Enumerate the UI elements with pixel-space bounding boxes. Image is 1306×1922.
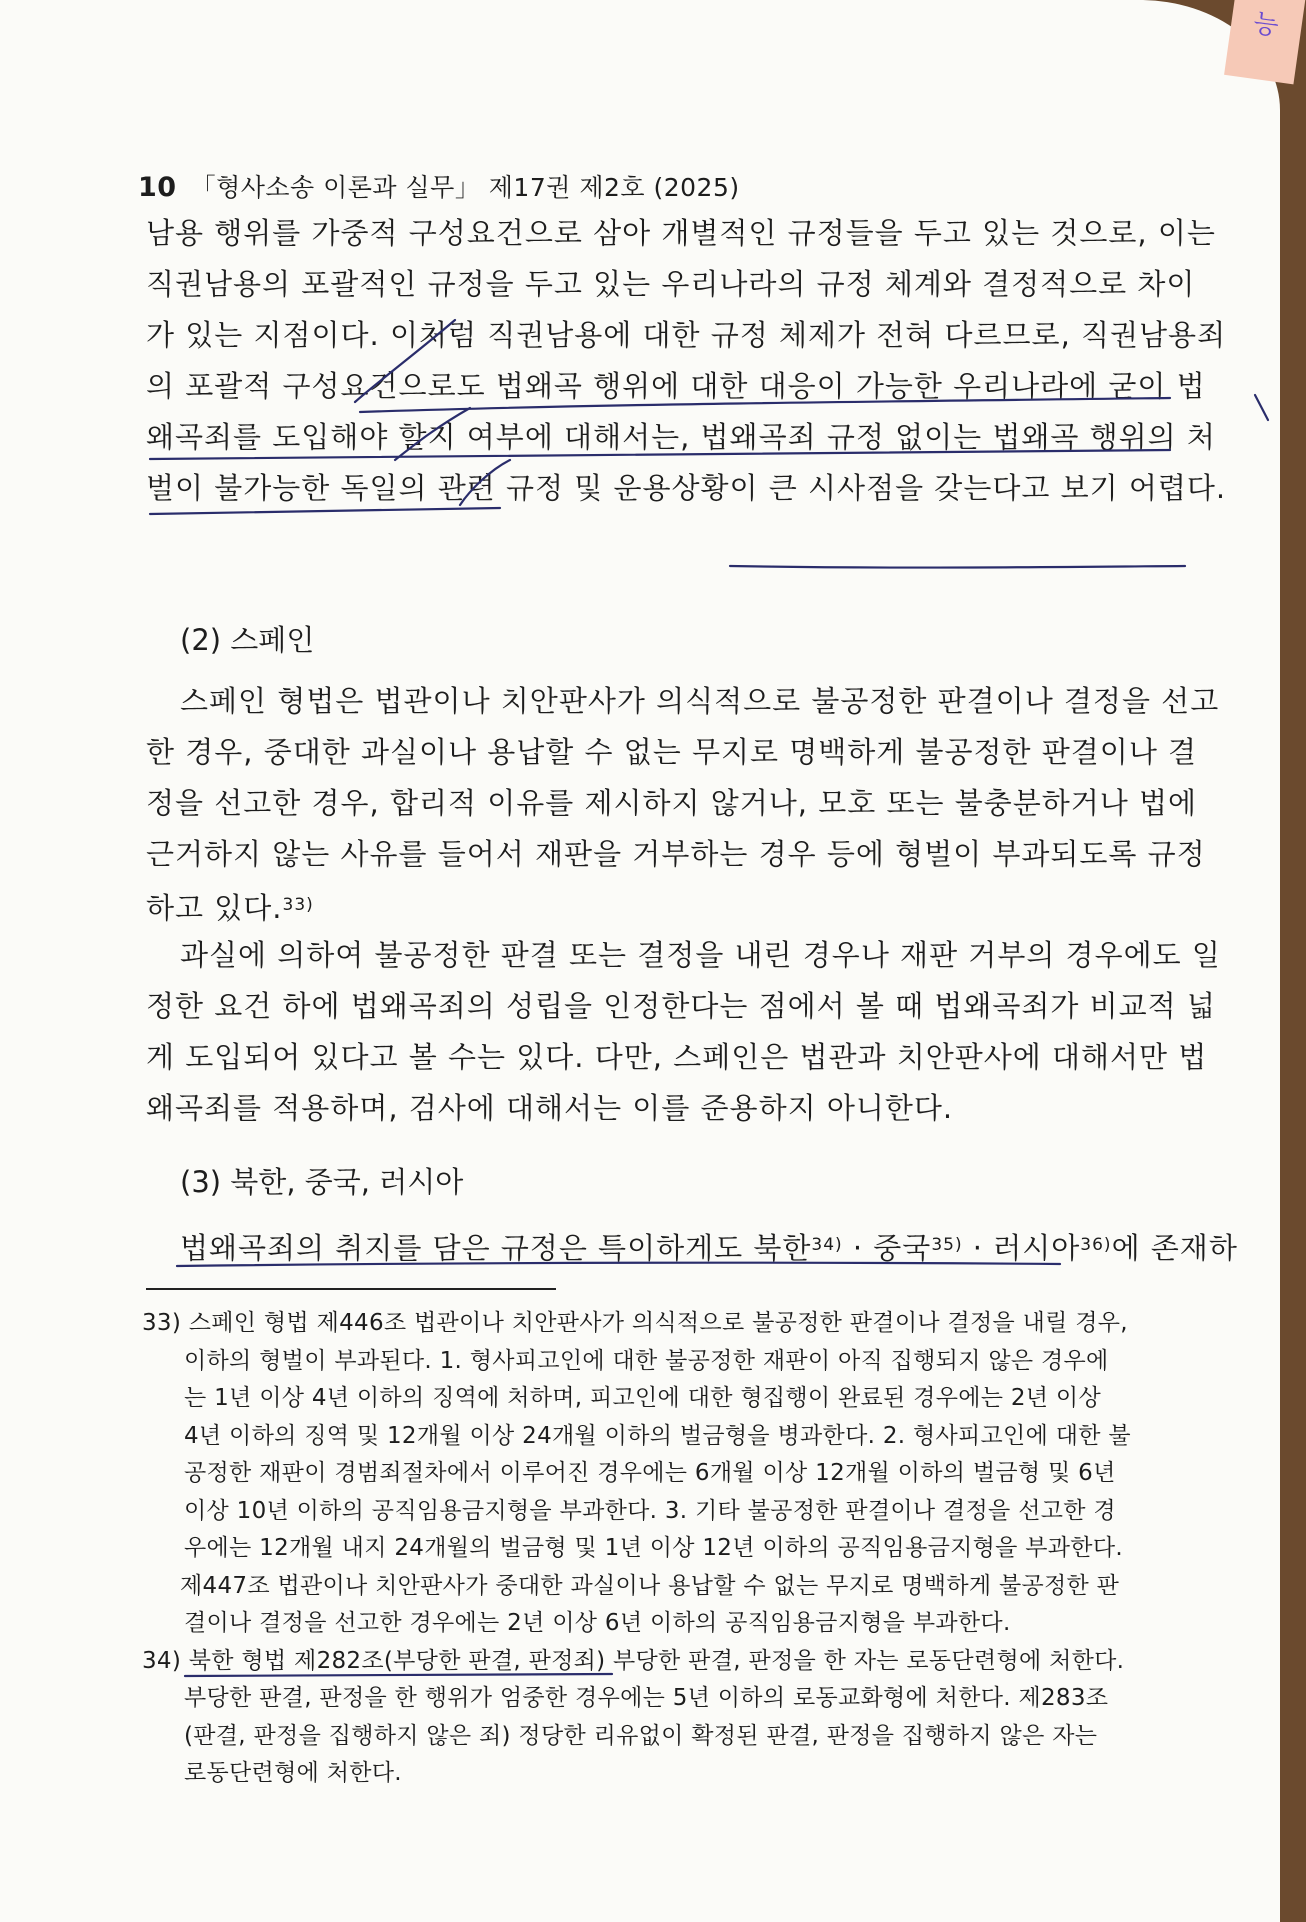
text-fragment: · 중국 xyxy=(842,1231,932,1265)
sticky-note-tab xyxy=(1224,0,1306,84)
text-line-with-refs xyxy=(146,1220,1238,1271)
footnote-33-line: 는 1년 이상 4년 이하의 징역에 처하며, 피고인에 대한 형집행이 완료된 경우에는 2년 이상 xyxy=(184,1385,1101,1411)
text-line: 정을 선고한 경우, 합리적 이유를 제시하지 않거나, 모호 또는 불충분하거나 법에 xyxy=(146,786,1198,820)
text-line: 정한 요건 하에 법왜곡죄의 성립을 인정한다는 점에서 볼 때 법왜곡죄가 비교적 넓 xyxy=(146,989,1216,1023)
section-heading-spain: (2) 스페인 xyxy=(180,623,315,657)
text-line: 왜곡죄를 적용하며, 검사에 대해서는 이를 준용하지 아니한다. xyxy=(146,1091,954,1125)
footnote-ref-36: 36) xyxy=(1080,1235,1112,1255)
page-number: 10 xyxy=(138,172,177,203)
running-head xyxy=(138,168,740,204)
paragraph-2 xyxy=(146,676,1220,931)
text-line: 스페인 형법은 법관이나 치안판사가 의식적으로 불공정한 판결이나 결정을 선고 xyxy=(180,684,1220,718)
text-line: 벌이 불가능한 독일의 관련 규정 및 운용상황이 큰 시사점을 갖는다고 보기 어렵다. xyxy=(146,471,1227,505)
text-line: 직권남용의 포괄적인 규정을 두고 있는 우리나라의 규정 체계와 결정적으로 차이 xyxy=(146,267,1196,301)
text-line: 의 포괄적 구성요건으로도 법왜곡 행위에 대한 대응이 가능한 우리나라에 굳이 법 xyxy=(146,369,1206,403)
text-line: 가 있는 지점이다. 이처럼 직권남용에 대한 규정 체제가 전혀 다르므로, 직권남용죄 xyxy=(146,318,1227,352)
footnote-34-line: (판결, 판정을 집행하지 않은 죄) 정당한 리유없이 확정된 판결, 판정을 집행하지 않은 자는 xyxy=(184,1722,1098,1749)
text-line: 남용 행위를 가중적 구성요건으로 삼아 개별적인 규정들을 두고 있는 것으로, 이는 xyxy=(146,216,1216,250)
text-fragment: 하고 있다. xyxy=(146,891,283,925)
footnote-33-line: 이하의 형벌이 부과된다. 1. 형사피고인에 대한 불공정한 재판이 아직 집행되지 않은 경우에 xyxy=(184,1347,1109,1374)
sticky-note-text: 능 xyxy=(1251,8,1281,42)
text-fragment: 법왜곡죄의 취지를 담은 규정은 특이하게도 북한 xyxy=(180,1231,812,1265)
text-line-with-ref xyxy=(146,880,1168,931)
footnote-33-line: 이상 10년 이하의 공직임용금지형을 부과한다. 3. 기타 불공정한 판결이나 결정을 선고한 경 xyxy=(184,1497,1116,1524)
journal-title: 「형사소송 이론과 실무」 제17권 제2호 (2025) xyxy=(190,173,740,202)
section-heading-nk-cn-ru: (3) 북한, 중국, 러시아 xyxy=(180,1165,464,1199)
text-fragment: 에 존재하 xyxy=(1111,1231,1238,1265)
footnote-34-line: 34) 북한 형법 제282조(부당한 판결, 판정죄) 부당한 판결, 판정을 한 자는 로동단련형에 처한다. xyxy=(142,1647,1125,1674)
text-fragment: · 러시아 xyxy=(962,1231,1081,1265)
paragraph-3 xyxy=(146,930,1221,1134)
footnote-33-line: 제447조 법관이나 치안판사가 중대한 과실이나 용납할 수 없는 무지로 명백하게 불공정한 판 xyxy=(180,1572,1120,1599)
underline-mark xyxy=(730,566,1185,568)
text-line: 게 도입되어 있다고 볼 수는 있다. 다만, 스페인은 법관과 치안판사에 대해서만 법 xyxy=(146,1040,1208,1074)
text-line: 과실에 의하여 불공정한 판결 또는 결정을 내린 경우나 재판 거부의 경우에도 일 xyxy=(180,938,1221,972)
footnote-33-line: 우에는 12개월 내지 24개월의 벌금형 및 1년 이상 12년 이하의 공직임용금지형을 부과한다. xyxy=(184,1535,1123,1561)
footnote-ref-35: 35) xyxy=(931,1235,963,1255)
text-line: 왜곡죄를 도입해야 할지 여부에 대해서는, 법왜곡죄 규정 없이는 법왜곡 행위의 처 xyxy=(146,420,1216,454)
footnote-ref-33: 33) xyxy=(282,895,314,915)
footnote-33-line: 4년 이하의 징역 및 12개월 이상 24개월 이하의 벌금형을 병과한다. 2. 형사피고인에 대한 불 xyxy=(184,1422,1131,1449)
text-line: 한 경우, 중대한 과실이나 용납할 수 없는 무지로 명백하게 불공정한 판결이나 결 xyxy=(146,735,1198,769)
footnotes xyxy=(142,1305,1172,1793)
paragraph-1 xyxy=(146,208,1227,514)
footnote-34-line: 로동단련형에 처한다. xyxy=(184,1760,402,1786)
margin-mark xyxy=(1255,395,1268,420)
footnote-ref-34: 34) xyxy=(811,1235,843,1255)
paragraph-4 xyxy=(146,1220,1238,1271)
footnote-33-line: 결이나 결정을 선고한 경우에는 2년 이상 6년 이하의 공직임용금지형을 부과한다. xyxy=(184,1610,1011,1636)
text-line: 근거하지 않는 사유를 들어서 재판을 거부하는 경우 등에 형벌이 부과되도록 규정 xyxy=(146,837,1206,871)
footnote-33-line: 33) 스페인 형법 제446조 법관이나 치안판사가 의식적으로 불공정한 판결이나 결정을 내릴 경우, xyxy=(142,1310,1128,1336)
footnote-33-line: 공정한 재판이 경범죄절차에서 이루어진 경우에는 6개월 이상 12개월 이하의 벌금형 및 6년 xyxy=(184,1460,1116,1486)
footnote-divider xyxy=(146,1288,556,1290)
footnote-34-line: 부당한 판결, 판정을 한 행위가 엄중한 경우에는 5년 이하의 로동교화형에 처한다. 제283조 xyxy=(184,1685,1109,1711)
